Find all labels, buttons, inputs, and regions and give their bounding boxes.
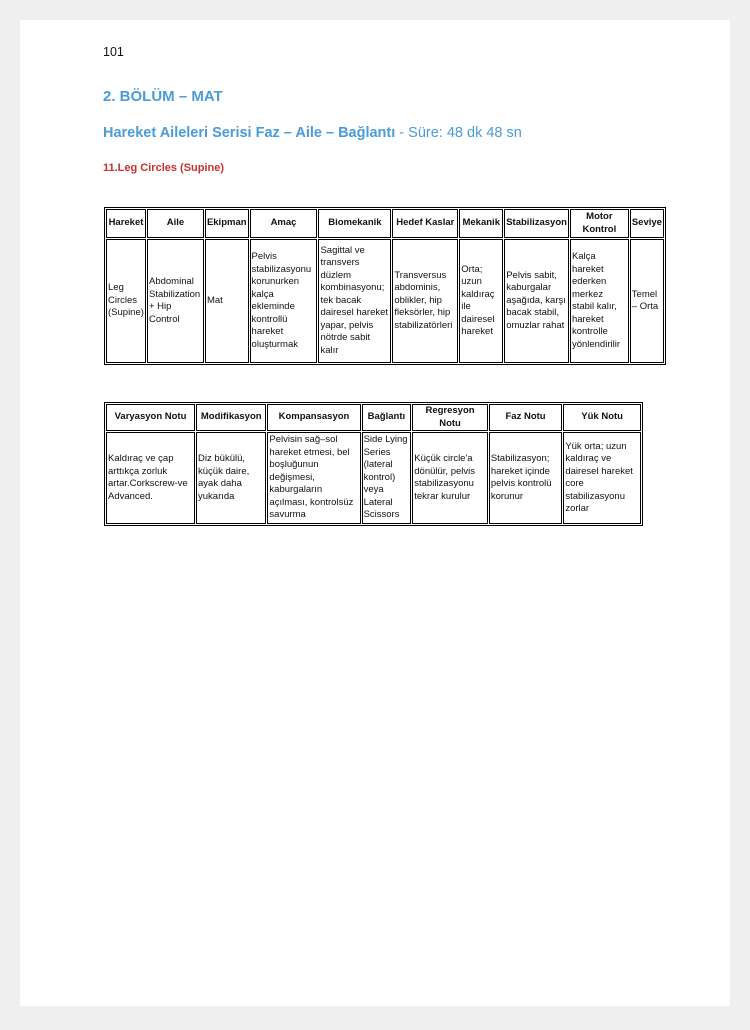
document-page (20, 20, 730, 1006)
subtitle-duration: - Süre: 48 dk 48 sn (395, 125, 522, 141)
table-cell: Küçük circle'a dönülür, pelvis stabilizasyonu tekrar kurulur (412, 432, 488, 524)
table-cell: Abdominal Stabilization + Hip Control (147, 239, 204, 363)
header-cell: Varyasyon Notu (106, 404, 195, 431)
header-cell: Hareket (106, 209, 146, 238)
table-cell: Mat (205, 239, 249, 363)
table-row (106, 239, 664, 363)
header-cell: Hedef Kaslar (392, 209, 458, 238)
header-cell: Stabilizasyon (504, 209, 569, 238)
header-cell: Yük Notu (563, 404, 641, 431)
table-cell: Kaldıraç ve çap arttıkça zorluk artar.Corkscrew-ve Advanced. (106, 432, 195, 524)
table-row (106, 432, 641, 524)
table-cell: Stabilizasyon; hareket içinde pelvis kontrolü korunur (489, 432, 563, 524)
chapter-title: 2. BÖLÜM – MAT (103, 88, 223, 105)
table-cell: Sagittal ve transvers düzlem kombinasyonu; tek bacak dairesel hareket yapar, pelvis nötrde sabit kalır (318, 239, 391, 363)
table-cell: Side Lying Series (lateral kontrol) veya Lateral Scissors (362, 432, 412, 524)
table-cell: Kalça hareket ederken merkez stabil kalır, hareket kontrolle yönlendirilir (570, 239, 629, 363)
page-number: 101 (103, 45, 124, 59)
exercise-info-table (104, 207, 666, 365)
header-cell: Motor Kontrol (570, 209, 629, 238)
header-cell: Ekipman (205, 209, 249, 238)
subtitle-bold: Hareket Aileleri Serisi Faz – Aile – Bağlantı (103, 125, 396, 141)
table-cell: Diz bükülü, küçük daire, ayak daha yukarıda (196, 432, 266, 524)
table-cell: Leg Circles (Supine) (106, 239, 146, 363)
header-cell: Seviye (630, 209, 664, 238)
table-header-row (106, 404, 641, 431)
header-cell: Modifikasyon (196, 404, 266, 431)
table-cell: Transversus abdominis, oblikler, hip fleksörler, hip stabilizatörleri (392, 239, 458, 363)
table-cell: Yük orta; uzun kaldıraç ve dairesel hareket core stabilizasyonu zorlar (563, 432, 641, 524)
section-subtitle (103, 125, 522, 141)
exercise-notes-table (104, 402, 643, 526)
header-cell: Regresyon Notu (412, 404, 488, 431)
header-cell: Amaç (250, 209, 318, 238)
table-cell: Temel – Orta (630, 239, 664, 363)
header-cell: Biomekanik (318, 209, 391, 238)
header-cell: Kompansasyon (267, 404, 360, 431)
header-cell: Mekanik (459, 209, 503, 238)
table-cell: Pelvisin sağ–sol hareket etmesi, bel boşluğunun değişmesi, kaburgaların açılması, kontrolsüz savurma (267, 432, 360, 524)
header-cell: Bağlantı (362, 404, 412, 431)
table-cell: Pelvis stabilizasyonu korunurken kalça ekleminde kontrollü hareket oluşturmak (250, 239, 318, 363)
table-header-row (106, 209, 664, 238)
table-cell: Pelvis sabit, kaburgalar aşağıda, karşı bacak stabil, omuzlar rahat (504, 239, 569, 363)
header-cell: Aile (147, 209, 204, 238)
table-cell: Orta; uzun kaldıraç ile dairesel hareket (459, 239, 503, 363)
header-cell: Faz Notu (489, 404, 563, 431)
exercise-title: 11.Leg Circles (Supine) (103, 162, 225, 174)
